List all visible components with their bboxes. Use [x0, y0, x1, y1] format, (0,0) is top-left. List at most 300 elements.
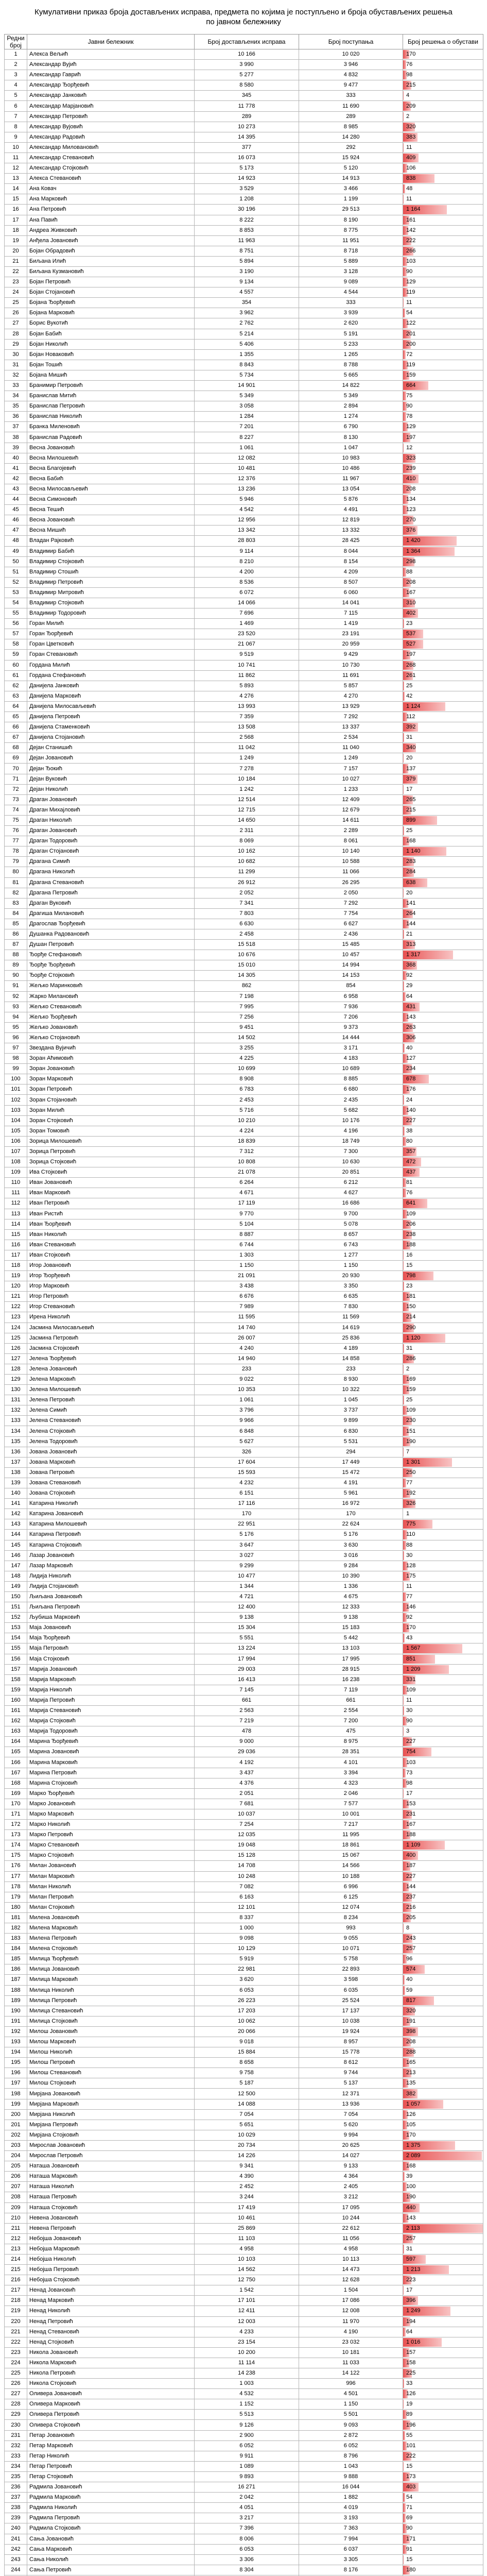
- dismissals-count: [403, 940, 483, 950]
- dismissals-value: 7: [406, 1448, 410, 1455]
- documents-count: 3 244: [195, 2192, 299, 2202]
- dismissals-count: [403, 60, 483, 70]
- dismissals-count: [403, 526, 483, 536]
- notary-name: Мирослав Петровић: [27, 2151, 195, 2161]
- documents-count: 7 696: [195, 608, 299, 619]
- documents-count: 6 052: [195, 2441, 299, 2451]
- documents-count: 10 103: [195, 2254, 299, 2264]
- table-row: [5, 80, 483, 91]
- dismissals-count: [403, 1260, 483, 1270]
- notary-name: Лидија Николић: [27, 1571, 195, 1581]
- documents-count: 1 469: [195, 619, 299, 629]
- documents-count: 4 276: [195, 691, 299, 701]
- actions-count: 14 153: [299, 971, 403, 981]
- row-number: 192: [5, 2026, 27, 2037]
- row-number: 153: [5, 1623, 27, 1633]
- dismissals-value: 98: [406, 1780, 413, 1786]
- actions-count: 14 619: [299, 1323, 403, 1333]
- notary-name: Александар Стојковић: [27, 163, 195, 174]
- table-row: [5, 712, 483, 722]
- dismissals-value: 12: [406, 444, 413, 451]
- actions-count: 9 744: [299, 2068, 403, 2078]
- dismissals-value: 1 209: [406, 1666, 421, 1672]
- notary-name: Никола Марковић: [27, 2358, 195, 2368]
- table-row: [5, 287, 483, 298]
- dismissals-count: [403, 432, 483, 443]
- table-row: [5, 670, 483, 681]
- notary-name: Иван Ђорђевић: [27, 1219, 195, 1229]
- row-number: 47: [5, 526, 27, 536]
- notary-name: Драгана Симић: [27, 857, 195, 867]
- dismissals-count: [403, 91, 483, 101]
- documents-count: 3 620: [195, 1975, 299, 1985]
- documents-count: 26 912: [195, 877, 299, 888]
- documents-count: 3 190: [195, 266, 299, 277]
- row-number: 10: [5, 142, 27, 152]
- row-number: 123: [5, 1312, 27, 1323]
- table-row: [5, 1457, 483, 1467]
- dismissals-value: 25: [406, 827, 413, 834]
- documents-count: 3 255: [195, 1043, 299, 1054]
- table-row: [5, 2089, 483, 2099]
- documents-count: 4 721: [195, 1591, 299, 1602]
- documents-count: 10 210: [195, 1115, 299, 1126]
- dismissals-count: [403, 1706, 483, 1716]
- documents-count: 8 227: [195, 432, 299, 443]
- dismissals-value: 376: [406, 527, 416, 534]
- dismissals-count: [403, 619, 483, 629]
- row-number: 27: [5, 318, 27, 329]
- dismissals-value: 754: [406, 1749, 416, 1755]
- actions-count: 15 485: [299, 940, 403, 950]
- dismissals-value: 817: [406, 1997, 416, 2004]
- table-row: [5, 1375, 483, 1385]
- row-number: 241: [5, 2534, 27, 2544]
- dismissals-count: [403, 163, 483, 174]
- documents-count: 13 224: [195, 1643, 299, 1654]
- documents-count: 9 911: [195, 2451, 299, 2461]
- dismissals-value: 1 420: [406, 537, 421, 544]
- dismissals-count: [403, 691, 483, 701]
- documents-count: 8 536: [195, 577, 299, 587]
- actions-count: 11 033: [299, 2358, 403, 2368]
- dismissals-count: [403, 2534, 483, 2544]
- row-number: 57: [5, 629, 27, 639]
- table-row: [5, 1985, 483, 1995]
- notary-name: Драган Тодоровић: [27, 836, 195, 846]
- dismissals-count: [403, 753, 483, 764]
- table-row: [5, 1757, 483, 1768]
- dismissals-count: [403, 587, 483, 598]
- documents-count: 8 658: [195, 2058, 299, 2068]
- notary-name: Александар Радовић: [27, 132, 195, 142]
- notary-name: Иван Стојковић: [27, 1250, 195, 1260]
- actions-count: 4 190: [299, 2327, 403, 2337]
- documents-count: 7 201: [195, 422, 299, 432]
- row-number: 103: [5, 1105, 27, 1115]
- dismissals-count: [403, 1240, 483, 1250]
- documents-count: 7 803: [195, 908, 299, 919]
- table-row: [5, 2058, 483, 2068]
- notary-name: Марко Стојковић: [27, 1851, 195, 1861]
- table-row: [5, 1157, 483, 1167]
- actions-count: 5 442: [299, 1633, 403, 1643]
- dismissals-count: [403, 1271, 483, 1281]
- dismissals-value: 527: [406, 641, 416, 648]
- documents-count: 2 453: [195, 1095, 299, 1105]
- documents-count: 6 783: [195, 1084, 299, 1095]
- dismissals-count: [403, 2493, 483, 2503]
- row-number: 228: [5, 2399, 27, 2410]
- actions-count: 10 730: [299, 660, 403, 670]
- documents-count: 12 500: [195, 2089, 299, 2099]
- dismissals-count: [403, 215, 483, 225]
- documents-count: 4 390: [195, 2172, 299, 2182]
- dismissals-value: 261: [406, 672, 416, 679]
- table-row: [5, 1219, 483, 1229]
- dismissals-count: [403, 1851, 483, 1861]
- dismissals-count: [403, 805, 483, 815]
- dismissals-count: [403, 473, 483, 484]
- notary-name: Милан Стојковић: [27, 1902, 195, 1912]
- row-number: 150: [5, 1591, 27, 1602]
- table-row: [5, 1934, 483, 1944]
- table-row: [5, 453, 483, 463]
- documents-count: 9 098: [195, 1934, 299, 1944]
- row-number: 64: [5, 701, 27, 711]
- documents-count: 10 166: [195, 49, 299, 60]
- dismissals-count: [403, 329, 483, 339]
- documents-count: 17 116: [195, 1499, 299, 1509]
- table-row: [5, 1581, 483, 1591]
- dismissals-value: 143: [406, 2214, 416, 2221]
- notary-name: Мирјана Петровић: [27, 2120, 195, 2130]
- table-row: [5, 194, 483, 205]
- dismissals-count: [403, 2503, 483, 2513]
- notary-name: Жељко Стојановић: [27, 1032, 195, 1043]
- table-row: [5, 1054, 483, 1064]
- row-number: 175: [5, 1851, 27, 1861]
- row-number: 67: [5, 733, 27, 743]
- dismissals-value: 30: [406, 1552, 413, 1558]
- row-number: 63: [5, 691, 27, 701]
- actions-count: 8 657: [299, 1229, 403, 1240]
- notary-name: Бранислав Митић: [27, 391, 195, 401]
- documents-count: 11 114: [195, 2358, 299, 2368]
- table-row: [5, 2265, 483, 2275]
- actions-count: 9 373: [299, 1022, 403, 1032]
- table-row: [5, 215, 483, 225]
- dismissals-value: 15: [406, 2463, 413, 2469]
- actions-count: 8 975: [299, 1737, 403, 1747]
- dismissals-count: [403, 681, 483, 691]
- documents-count: 10 037: [195, 1809, 299, 1819]
- table-row: [5, 1323, 483, 1333]
- report-title: Кумулативни приказ броја достављених исправа, предмета по којима је поступљено и броја обустављених решења по јавном бележнику: [34, 8, 453, 26]
- dismissals-value: 838: [406, 175, 416, 182]
- dismissals-count: [403, 826, 483, 836]
- table-row: [5, 2337, 483, 2347]
- dismissals-count: [403, 1157, 483, 1167]
- table-row: [5, 2410, 483, 2420]
- dismissals-count: [403, 598, 483, 608]
- notary-name: Марија Петровић: [27, 1695, 195, 1705]
- dismissals-value: 141: [406, 900, 416, 906]
- documents-count: 9 519: [195, 650, 299, 660]
- notary-name: Петар Марковић: [27, 2441, 195, 2451]
- actions-count: 6 635: [299, 1292, 403, 1302]
- notary-name: Ненад Марковић: [27, 2296, 195, 2306]
- dismissals-count: [403, 370, 483, 380]
- notary-name: Данијела Петровић: [27, 712, 195, 722]
- notary-name: Никола Јовановић: [27, 2347, 195, 2358]
- dismissals-value: 76: [406, 61, 413, 68]
- dismissals-value: 265: [406, 796, 416, 803]
- documents-count: 21 091: [195, 1271, 299, 1281]
- actions-count: 17 137: [299, 2006, 403, 2016]
- dismissals-count: [403, 1664, 483, 1674]
- actions-count: 14 280: [299, 132, 403, 142]
- documents-count: 8 751: [195, 246, 299, 256]
- notary-name: Иван Петровић: [27, 1198, 195, 1209]
- documents-count: 16 413: [195, 1674, 299, 1685]
- dismissals-count: [403, 950, 483, 960]
- notary-name: Лидија Стојановић: [27, 1581, 195, 1591]
- notary-name: Милена Јовановић: [27, 1912, 195, 1923]
- dismissals-count: [403, 608, 483, 619]
- actions-count: 28 915: [299, 1664, 403, 1674]
- notary-name: Зоран Петровић: [27, 1084, 195, 1095]
- actions-count: 10 244: [299, 2213, 403, 2223]
- documents-count: 22 951: [195, 1519, 299, 1530]
- table-row: [5, 2233, 483, 2244]
- dismissals-count: [403, 2451, 483, 2461]
- row-number: 240: [5, 2523, 27, 2534]
- dismissals-count: [403, 784, 483, 794]
- notary-name: Иван Ристић: [27, 1209, 195, 1219]
- actions-count: 3 394: [299, 1768, 403, 1778]
- notary-name: Драган Јовановић: [27, 826, 195, 836]
- row-number: 6: [5, 101, 27, 111]
- notary-name: Весна Бабић: [27, 473, 195, 484]
- notary-name: Милица Јовановић: [27, 1964, 195, 1975]
- dismissals-value: 77: [406, 1594, 413, 1600]
- dismissals-count: [403, 70, 483, 80]
- row-number: 97: [5, 1043, 27, 1054]
- row-number: 26: [5, 308, 27, 318]
- notary-name: Милош Стојковић: [27, 2078, 195, 2089]
- actions-count: 11 690: [299, 101, 403, 111]
- actions-count: 2 405: [299, 2182, 403, 2192]
- notary-name: Весна Јовановић: [27, 515, 195, 526]
- actions-count: 10 176: [299, 1115, 403, 1126]
- documents-count: 3 796: [195, 1405, 299, 1416]
- dismissals-value: 227: [406, 1117, 416, 1124]
- row-number: 180: [5, 1902, 27, 1912]
- dismissals-value: 23: [406, 1283, 413, 1290]
- dismissals-count: [403, 2213, 483, 2223]
- row-number: 218: [5, 2296, 27, 2306]
- notary-name: Алекса Стевановић: [27, 174, 195, 184]
- actions-count: 8 788: [299, 360, 403, 370]
- dismissals-count: [403, 495, 483, 505]
- actions-count: 18 749: [299, 1136, 403, 1146]
- documents-count: 23 520: [195, 629, 299, 639]
- dismissals-value: 641: [406, 1200, 416, 1207]
- notary-name: Зоран Стојановић: [27, 1095, 195, 1105]
- documents-count: 17 203: [195, 2006, 299, 2016]
- dismissals-value: 216: [406, 1904, 416, 1910]
- table-row: [5, 898, 483, 908]
- actions-count: 10 113: [299, 2254, 403, 2264]
- row-number: 18: [5, 225, 27, 235]
- actions-count: 3 939: [299, 308, 403, 318]
- documents-count: 10 062: [195, 2016, 299, 2026]
- documents-count: 20 734: [195, 2140, 299, 2150]
- table-row: [5, 681, 483, 691]
- documents-count: 4 240: [195, 1343, 299, 1353]
- notary-name: Драгана Петровић: [27, 888, 195, 898]
- notary-name: Милош Марковић: [27, 2037, 195, 2047]
- dismissals-count: [403, 1737, 483, 1747]
- notary-name: Бојана Марковић: [27, 308, 195, 318]
- table-row: [5, 2182, 483, 2192]
- notary-name: Иван Марковић: [27, 1188, 195, 1198]
- row-number: 165: [5, 1747, 27, 1757]
- actions-count: 2 436: [299, 929, 403, 939]
- actions-count: 12 333: [299, 1602, 403, 1613]
- documents-count: 18 839: [195, 1136, 299, 1146]
- row-number: 195: [5, 2058, 27, 2068]
- row-number: 41: [5, 463, 27, 473]
- actions-count: 1 504: [299, 2285, 403, 2296]
- documents-count: 2 563: [195, 1706, 299, 1716]
- table-row: [5, 277, 483, 287]
- documents-count: 5 651: [195, 2120, 299, 2130]
- row-number: 100: [5, 1074, 27, 1084]
- dismissals-value: 403: [406, 2484, 416, 2490]
- dismissals-count: [403, 1923, 483, 1933]
- actions-count: 6 743: [299, 1240, 403, 1250]
- actions-count: 10 181: [299, 2347, 403, 2358]
- actions-count: 9 093: [299, 2420, 403, 2430]
- notary-name: Радмила Марковић: [27, 2493, 195, 2503]
- notary-name: Весна Тешић: [27, 505, 195, 515]
- table-row: [5, 608, 483, 619]
- dismissals-value: 1 567: [406, 1645, 421, 1652]
- table-row: [5, 805, 483, 815]
- actions-count: 8 234: [299, 1912, 403, 1923]
- row-number: 116: [5, 1240, 27, 1250]
- dismissals-count: [403, 1136, 483, 1146]
- row-number: 7: [5, 111, 27, 122]
- documents-count: 4 532: [195, 2389, 299, 2399]
- actions-count: 10 322: [299, 1385, 403, 1395]
- actions-count: 294: [299, 1447, 403, 1457]
- notary-name: Весна Мишић: [27, 526, 195, 536]
- notary-name: Иван Стевановић: [27, 1240, 195, 1250]
- row-number: 215: [5, 2265, 27, 2275]
- table-row: [5, 971, 483, 981]
- actions-count: 289: [299, 111, 403, 122]
- dismissals-count: [403, 2265, 483, 2275]
- notary-name: Марина Марковић: [27, 1757, 195, 1768]
- actions-count: 1 199: [299, 194, 403, 205]
- dismissals-value: 21: [406, 931, 413, 938]
- row-number: 80: [5, 867, 27, 877]
- table-row: [5, 1292, 483, 1302]
- notary-name: Бранислав Радовић: [27, 432, 195, 443]
- actions-count: 9 133: [299, 2161, 403, 2172]
- table-row: [5, 1167, 483, 1178]
- table-row: [5, 1923, 483, 1933]
- documents-count: 17 101: [195, 2296, 299, 2306]
- notary-name: Бранислав Петровић: [27, 401, 195, 412]
- table-row: [5, 1405, 483, 1416]
- row-number: 133: [5, 1416, 27, 1426]
- notary-name: Петар Петровић: [27, 2461, 195, 2471]
- row-number: 156: [5, 1654, 27, 1664]
- dismissals-count: [403, 412, 483, 422]
- row-number: 104: [5, 1115, 27, 1126]
- actions-count: 5 120: [299, 163, 403, 174]
- actions-count: 1 274: [299, 412, 403, 422]
- actions-count: 3 737: [299, 1405, 403, 1416]
- documents-count: 11 963: [195, 235, 299, 246]
- row-number: 199: [5, 2099, 27, 2109]
- dismissals-value: 250: [406, 1469, 416, 1476]
- notary-name: Данијела Марковић: [27, 691, 195, 701]
- row-number: 90: [5, 971, 27, 981]
- table-row: [5, 2130, 483, 2140]
- notary-name: Владимир Бабић: [27, 546, 195, 556]
- notary-name: Наташа Петровић: [27, 2192, 195, 2202]
- actions-count: 5 876: [299, 495, 403, 505]
- notary-name: Жељко Јовановић: [27, 1022, 195, 1032]
- documents-count: 8 908: [195, 1074, 299, 1084]
- actions-count: 23 032: [299, 2337, 403, 2347]
- documents-count: 3 962: [195, 308, 299, 318]
- dismissals-value: 31: [406, 734, 413, 741]
- documents-count: 10 741: [195, 660, 299, 670]
- actions-count: 2 435: [299, 1095, 403, 1105]
- notary-name: Весна Благојевић: [27, 463, 195, 473]
- notary-name: Игор Марковић: [27, 1281, 195, 1292]
- dismissals-value: 899: [406, 817, 416, 823]
- actions-count: 9 888: [299, 2471, 403, 2482]
- documents-count: 2 762: [195, 318, 299, 329]
- dismissals-count: [403, 443, 483, 453]
- actions-count: 4 183: [299, 1054, 403, 1064]
- notary-name: Владимир Стојковић: [27, 556, 195, 567]
- notary-name: Александар Стевановић: [27, 152, 195, 163]
- dismissals-count: [403, 2316, 483, 2327]
- dismissals-count: [403, 908, 483, 919]
- actions-count: 11 967: [299, 473, 403, 484]
- actions-count: 6 125: [299, 1892, 403, 1902]
- notary-name: Оливера Стојковић: [27, 2420, 195, 2430]
- actions-count: 2 046: [299, 1788, 403, 1799]
- row-number: 140: [5, 1488, 27, 1499]
- dismissals-value: 190: [406, 1438, 416, 1445]
- table-row: [5, 1002, 483, 1012]
- dismissals-value: 205: [406, 1914, 416, 1921]
- notary-name: Ана Ковач: [27, 184, 195, 194]
- actions-count: 1 882: [299, 2493, 403, 2503]
- actions-count: 8 612: [299, 2058, 403, 2068]
- dismissals-count: [403, 2172, 483, 2182]
- dismissals-count: [403, 1405, 483, 1416]
